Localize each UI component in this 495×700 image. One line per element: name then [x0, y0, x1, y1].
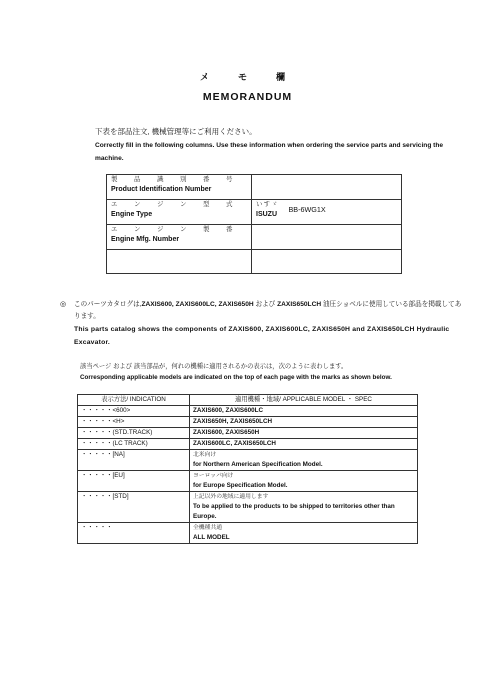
- engine-model-code: BB-6WG1X: [288, 205, 326, 214]
- region-en: To be applied to the products to be shipped to territories other than Europe.: [193, 503, 395, 520]
- model-cell: [190, 523, 418, 544]
- value-cell[interactable]: [252, 225, 402, 250]
- table-row: [107, 250, 402, 274]
- maker-en: ISUZU: [256, 211, 277, 218]
- models-note-jp-prefix: このパーツカタログは,: [74, 301, 142, 308]
- value-cell[interactable]: [252, 175, 402, 200]
- indication-table: [77, 394, 418, 544]
- instruction-en: Correctly fill in the following columns. Use these information when ordering the service parts and servicing the machine.: [95, 142, 444, 162]
- table-row: [78, 471, 418, 492]
- page-title: MEMORANDUM: [202, 91, 293, 103]
- indication-cell: ・・・・・: [78, 523, 190, 544]
- table-row: [78, 492, 418, 523]
- table-row: [78, 450, 418, 471]
- instruction-jp: 下表を部品注文, 機械管理等にご利用ください。: [95, 127, 257, 136]
- indication-cell: ・・・・・<H>: [78, 417, 190, 428]
- value-cell[interactable]: [252, 200, 402, 225]
- bullet-mark-icon: ◎: [60, 301, 67, 308]
- models-note-jp-and: および: [255, 301, 276, 308]
- model-cell: ZAXIS600, ZAXIS600LC: [190, 406, 418, 417]
- indication-cell: ・・・・・[NA]: [78, 450, 190, 471]
- model-cell: [190, 492, 418, 523]
- models-note-jp-models: ZAXIS600, ZAXIS600LC, ZAXIS650H: [141, 301, 254, 308]
- region-en: for Northern American Specification Model.: [193, 461, 323, 468]
- label-jp: 製 品 識 別 番 号: [111, 176, 238, 183]
- region-jp: ヨーロッパ向け: [193, 473, 234, 479]
- page-title-jp: メ モ 欄: [199, 72, 295, 82]
- label-jp: エ ン ジ ン 製 番: [111, 226, 238, 233]
- indication-cell: ・・・・・<600>: [78, 406, 190, 417]
- table-row: [78, 523, 418, 544]
- label-cell: [107, 200, 252, 225]
- model-cell: [190, 450, 418, 471]
- models-note-jp: [74, 299, 464, 323]
- model-cell: ZAXIS600LC, ZAXIS650LCH: [190, 439, 418, 450]
- label-cell: [107, 225, 252, 250]
- column-header-indication: 表示方法/ INDICATION: [78, 395, 190, 406]
- model-cell: ZAXIS600, ZAXIS650H: [190, 428, 418, 439]
- region-jp: 北米向け: [193, 452, 217, 458]
- table-row: [78, 406, 418, 417]
- table-header-row: [78, 395, 418, 406]
- correspond-note-en: Corresponding applicable models are indicated on the top of each page with the marks as shown below.: [80, 374, 392, 381]
- label-en: Engine Mfg. Number: [111, 236, 180, 243]
- label-en: Product Identification Number: [111, 186, 212, 193]
- region-jp: 上記以外の地域に適用します: [193, 494, 269, 500]
- table-row: [107, 225, 402, 250]
- column-header-model: 適用機種・地域/ APPLICABLE MODEL ・ SPEC: [190, 395, 418, 406]
- indication-cell: ・・・・・(LC TRACK): [78, 439, 190, 450]
- indication-cell: ・・・・・(STD.TRACK): [78, 428, 190, 439]
- empty-cell[interactable]: [252, 250, 402, 274]
- table-row: [78, 428, 418, 439]
- empty-cell[interactable]: [107, 250, 252, 274]
- label-cell: [107, 175, 252, 200]
- correspond-note-jp: 該当ページ および 該当部品が，何れの機種に適用されるかの表示は，次のように表わします。: [80, 363, 348, 370]
- maker-jp: いすゞ: [256, 201, 279, 208]
- region-en: ALL MODEL: [193, 534, 230, 541]
- models-note-en: This parts catalog shows the components of ZAXIS600, ZAXIS600LC, ZAXIS650H and ZAXIS650LCH Hydraulic Excavator.: [74, 326, 450, 346]
- region-en: for Europe Specification Model.: [193, 482, 288, 489]
- label-en: Engine Type: [111, 211, 153, 218]
- table-row: [78, 439, 418, 450]
- table-row: [107, 200, 402, 225]
- indication-cell: ・・・・・[EU]: [78, 471, 190, 492]
- identification-table: [106, 174, 402, 274]
- label-jp: エ ン ジ ン 型 式: [111, 201, 238, 208]
- models-note-jp-suffix: 油圧ショベルに使用している部品を掲載してあります。: [74, 301, 462, 320]
- table-row: [78, 417, 418, 428]
- model-cell: [190, 471, 418, 492]
- model-cell: ZAXIS650H, ZAXIS650LCH: [190, 417, 418, 428]
- region-jp: 全機種共通: [193, 525, 222, 531]
- indication-cell: ・・・・・[STD]: [78, 492, 190, 523]
- table-row: [107, 175, 402, 200]
- models-note-jp-model-last: ZAXIS650LCH: [277, 301, 322, 308]
